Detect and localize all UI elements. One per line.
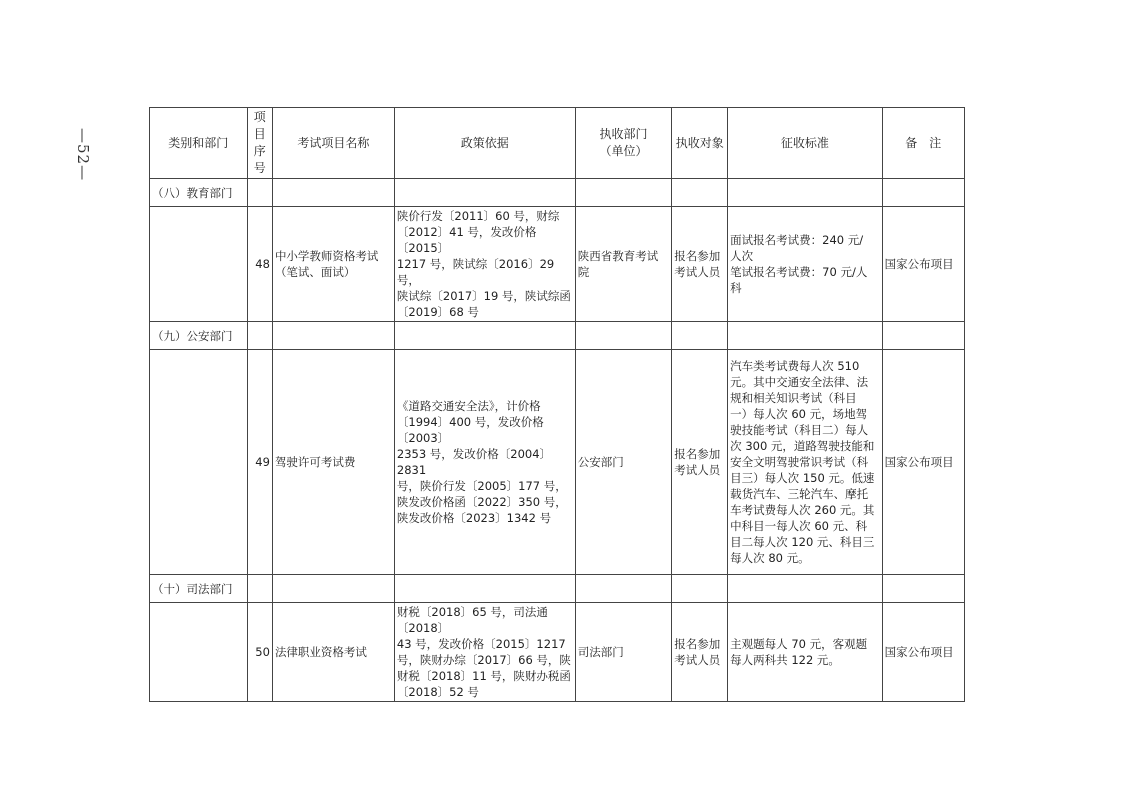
header-name: 考试项目名称 [272,108,394,179]
header-seq: 项目 序号 [247,108,272,179]
remark-cell: 国家公布项目 [882,603,964,702]
header-dept: 执收部门 （单位） [575,108,672,179]
dept-cell: 陕西省教育考试 院 [575,207,672,322]
header-remark: 备 注 [882,108,964,179]
header-basis: 政策依据 [394,108,575,179]
seq-cell: 48 [247,207,272,322]
name-cell: 驾驶许可考试费 [272,350,394,575]
table-row [150,603,965,702]
remark-cell: 国家公布项目 [882,207,964,322]
basis-cell: 陕价行发〔2011〕60 号，财综 〔2012〕41 号，发改价格〔2015〕 1217 号，陕试综〔2016〕29 号， 陕试综〔2017〕19 号，陕试综函 〔2019〕68 号 [394,207,575,322]
object-cell: 报名参加 考试人员 [672,207,728,322]
seq-cell: 49 [247,350,272,575]
seq-cell: 50 [247,603,272,702]
standard-cell: 主观题每人 70 元，客观题 每人两科共 122 元。 [728,603,882,702]
remark-cell: 国家公布项目 [882,350,964,575]
section-title: （九）公安部门 [150,322,248,350]
header-category: 类别和部门 [150,108,248,179]
category-cell [150,603,248,702]
header-object: 执收对象 [672,108,728,179]
section-row [150,322,965,350]
standard-cell: 汽车类考试费每人次 510 元。其中交通安全法律、法 规和相关知识考试（科目 一）每人次 60 元，场地驾 驶技能考试（科目二）每人 次 300 元，道路驾驶技能和 安全文明驾驶常识考试（科 目三）每人次 150 元。低速 载货汽车、三轮汽车、摩托 车考试费每人次 260 元。其 中科目一每人次 60 元、科 目二每人次 120 元、科目三 每人次 80 元。 [728,350,882,575]
name-cell: 中小学教师资格考试 （笔试、面试） [272,207,394,322]
standard-cell: 面试报名考试费：240 元/ 人次 笔试报名考试费：70 元/人 科 [728,207,882,322]
page-number: —52— [74,128,92,182]
basis-cell: 财税〔2018〕65 号，司法通〔2018〕 43 号，发改价格〔2015〕1217 号，陕财办综〔2017〕66 号，陕 财税〔2018〕11 号，陕财办税函 〔2018〕52 号 [394,603,575,702]
section-row [150,575,965,603]
fee-table [149,107,965,702]
section-row [150,179,965,207]
dept-cell: 公安部门 [575,350,672,575]
header-standard: 征收标准 [728,108,882,179]
name-cell: 法律职业资格考试 [272,603,394,702]
table-header-row [150,108,965,179]
table-row [150,207,965,322]
object-cell: 报名参加 考试人员 [672,350,728,575]
category-cell [150,207,248,322]
dept-cell: 司法部门 [575,603,672,702]
section-title: （八）教育部门 [150,179,248,207]
category-cell [150,350,248,575]
basis-cell: 《道路交通安全法》，计价格 〔1994〕400 号，发改价格〔2003〕 2353 号，发改价格〔2004〕2831 号，陕价行发〔2005〕177 号， 陕发改价格函〔2022〕350 号， 陕发改价格〔2023〕1342 号 [394,350,575,575]
table-row [150,350,965,575]
object-cell: 报名参加 考试人员 [672,603,728,702]
section-title: （十）司法部门 [150,575,248,603]
